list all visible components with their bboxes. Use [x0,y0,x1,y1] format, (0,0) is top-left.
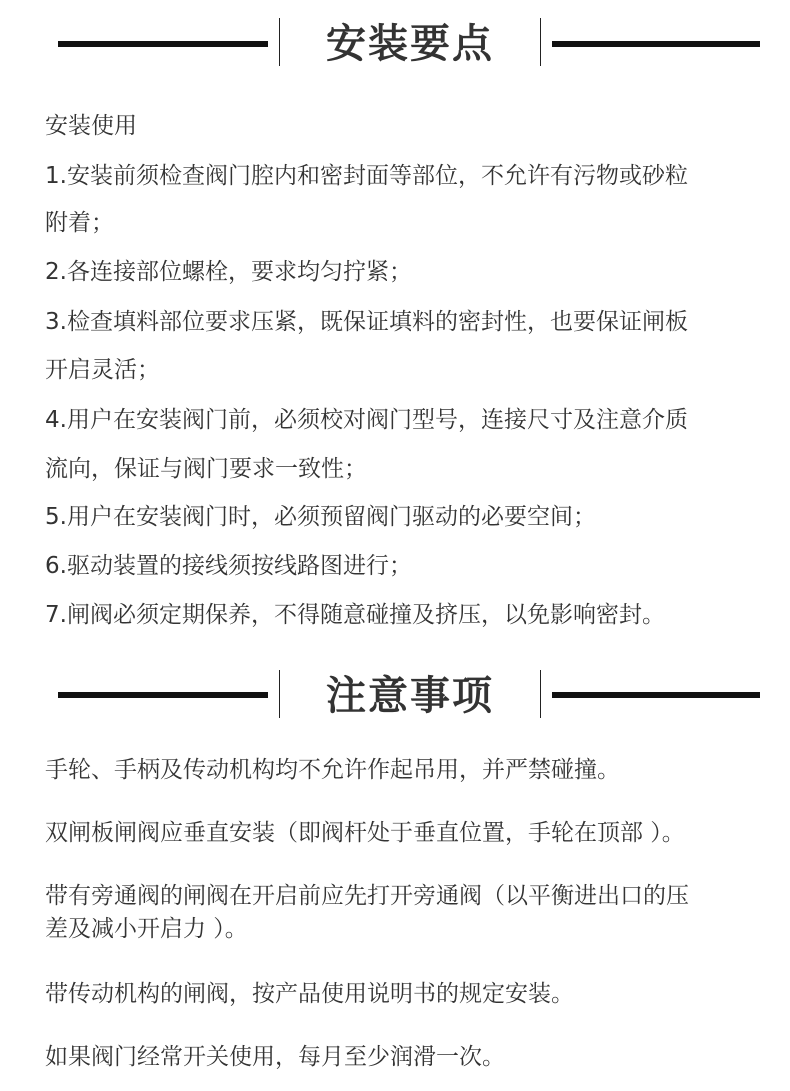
header-right-bar [552,41,760,47]
header-left-bar [58,41,268,47]
list-item-line: 附着； [45,210,114,236]
list-item-line: 双闸板闸阀应垂直安装（即阀杆处于垂直位置，手轮在顶部 ）。 [45,820,685,846]
list-item-line: 手轮、手柄及传动机构均不允许作起吊用，并严禁碰撞。 [45,757,620,783]
list-item-line: 5.用户在安装阀门时，必须预留阀门驱动的必要空间； [45,504,596,530]
list-item-line: 开启灵活； [45,357,160,383]
section-header-precautions [0,670,790,730]
list-item-line: 2.各连接部位螺栓，要求均匀拧紧； [45,259,412,285]
section-title: 注意事项 [326,673,494,719]
header-left-bar [58,692,268,698]
section-title: 安装要点 [326,21,494,67]
header-right-bar [552,692,760,698]
list-item-line: 4.用户在安装阀门前，必须校对阀门型号，连接尺寸及注意介质 [45,407,688,433]
list-item-line: 6.驱动装置的接线须按线路图进行； [45,553,412,579]
header-right-separator [540,670,541,718]
list-item-line: 3.检查填料部位要求压紧，既保证填料的密封性，也要保证闸板 [45,309,688,335]
list-item-line: 带传动机构的闸阀，按产品使用说明书的规定安装。 [45,981,574,1007]
list-item-line: 差及减小开启力 ）。 [45,916,248,942]
list-item-line: 带有旁通阀的闸阀在开启前应先打开旁通阀（以平衡进出口的压 [45,883,689,909]
list-item-line: 1.安装前须检查阀门腔内和密封面等部位，不允许有污物或砂粒 [45,163,688,189]
list-item-line: 7.闸阀必须定期保养，不得随意碰撞及挤压，以免影响密封。 [45,602,665,628]
list-item-line: 如果阀门经常开关使用，每月至少润滑一次。 [45,1044,505,1070]
section-header-install-points [0,18,790,78]
list-item-line: 流向，保证与阀门要求一致性； [45,456,367,482]
header-right-separator [540,18,541,66]
section-heading: 安装使用 [45,113,137,139]
